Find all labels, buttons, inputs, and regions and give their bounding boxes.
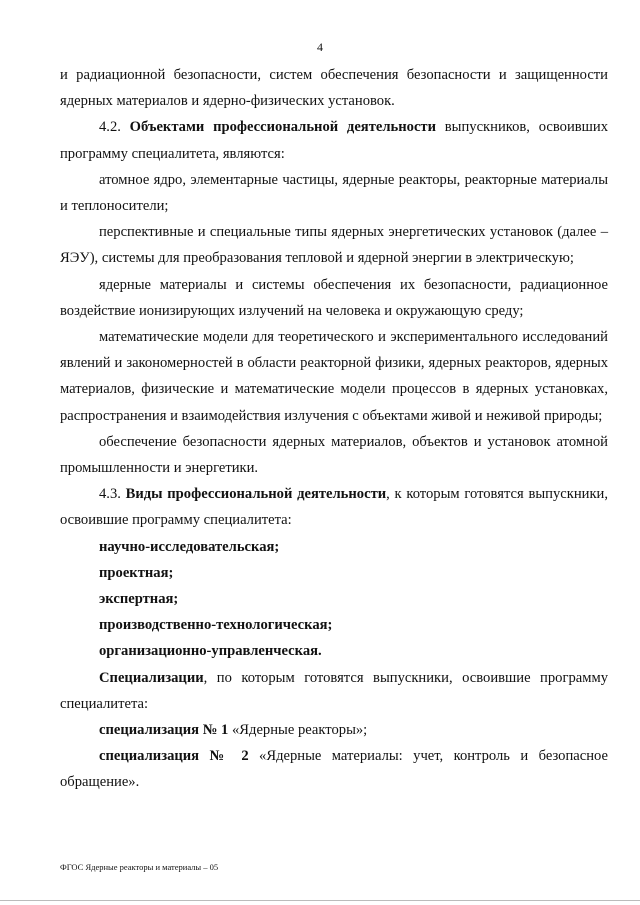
specialization-title: «Ядерные материалы: учет, контроль и безопасное обращение». xyxy=(60,748,608,791)
activity-item: экспертная; xyxy=(99,591,179,608)
list-item-materials: ядерные материалы и системы обеспечения их безопасности, радиационное воздействие ионизирующих излучений на человека и окружающую среду; xyxy=(60,276,608,319)
specialization-1 xyxy=(60,717,608,743)
section-number: 4.3. xyxy=(99,486,121,503)
list-item-models: математические модели для теоретического и экспериментального исследований явлений и закономерностей в области реакторной физики, ядерных реакторов, ядерных материалов, физические и математические модели процессов в ядерных установках, распространения и взаимодействия излучения с объектами живой и неживой природы; xyxy=(60,329,608,424)
page-number: 4 xyxy=(317,40,323,54)
bold-term: Виды профессиональной деятельности xyxy=(125,486,387,503)
paragraph-4-2 xyxy=(60,114,608,166)
specialization-title: «Ядерные реакторы»; xyxy=(228,722,368,739)
specialization-label: специализация № 2 xyxy=(99,748,249,765)
specialization-label: специализация № 1 xyxy=(99,722,229,739)
paragraph-continuation: и радиационной безопасности, систем обеспечения безопасности и защищенности ядерных материалов и ядерно-физических установок. xyxy=(60,67,608,110)
list-item-installations: перспективные и специальные типы ядерных энергетических установок (далее – ЯЭУ), системы для преобразования тепловой и ядерной энергии в электрическую; xyxy=(60,224,608,267)
bold-term: Специализации xyxy=(99,669,204,686)
list-item-safety: обеспечение безопасности ядерных материалов, объектов и установок атомной промышленности и энергетики. xyxy=(60,433,608,477)
activity-item: научно-исследовательская; xyxy=(99,538,280,555)
specialization-2 xyxy=(60,743,608,795)
paragraph-4-3 xyxy=(60,481,608,533)
activity-item: проектная; xyxy=(99,564,174,581)
paragraph-text: , по которым готовятся выпускники, освоившие программу специалитета: xyxy=(60,669,608,712)
document-body xyxy=(60,62,608,796)
scan-edge-divider xyxy=(0,900,640,901)
paragraph-specializations xyxy=(60,665,608,717)
activity-item: организационно-управленческая. xyxy=(99,643,322,660)
list-item-nucleus: атомное ядро, элементарные частицы, ядерные реакторы, реакторные материалы и теплоносители; xyxy=(60,171,608,215)
bold-term: Объектами профессиональной деятельности xyxy=(129,119,437,136)
section-number: 4.2. xyxy=(99,119,121,136)
paragraph-text: , к которым готовятся выпускники, освоившие программу специалитета: xyxy=(60,486,608,529)
page-footer: ФГОС Ядерные реакторы и материалы – 05 xyxy=(60,862,219,872)
paragraph-text: выпускников, освоивших программу специалитета, являются: xyxy=(60,119,608,162)
activity-item: производственно-технологическая; xyxy=(99,617,333,634)
